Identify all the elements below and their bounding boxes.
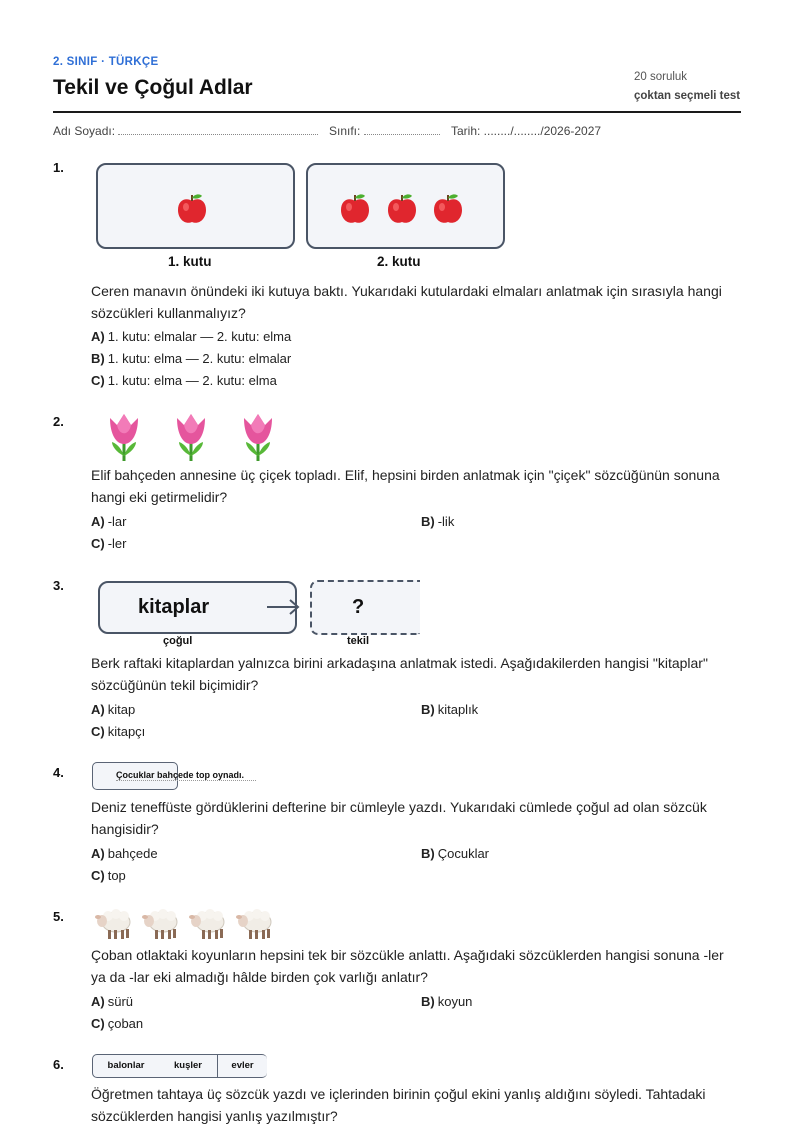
singular-answer-box: [310, 580, 420, 635]
option-text: çoban: [107, 1016, 144, 1031]
class-dotted-line: [364, 124, 440, 135]
option-c[interactable]: [91, 724, 145, 739]
arrow-right-icon: [265, 597, 303, 617]
option-letter: B): [421, 702, 435, 717]
option-b[interactable]: [421, 994, 472, 1009]
option-letter: A): [91, 846, 105, 861]
apple-icon: [175, 192, 209, 226]
option-letter: A): [91, 994, 105, 1009]
box-1-label: 1. kutu: [168, 254, 212, 269]
sheep-icon: [141, 905, 181, 941]
option-letter: C): [91, 1016, 105, 1031]
date-label: Tarih: ......../......../2026-2027: [451, 124, 602, 138]
apple-icon: [385, 192, 419, 226]
box-2-label: 2. kutu: [377, 254, 421, 269]
word-chip: kuşler: [159, 1054, 218, 1078]
question-text: Öğretmen tahtaya üç sözcük yazdı ve içlerinden birinin çoğul ekini yanlış aldığını söyledi. Tahtadaki sözcüklerden hangisi yanlış yazılmıştır?: [91, 1086, 706, 1124]
tulip-icon: [240, 412, 276, 462]
tulip-icon: [173, 412, 209, 462]
sheep-icon: [235, 905, 275, 941]
date-field: [451, 124, 601, 138]
plural-label: çoğul: [163, 635, 193, 647]
word-chip: balonlar: [92, 1054, 160, 1078]
word-chip: evler: [217, 1054, 267, 1078]
option-text: top: [107, 868, 126, 883]
class-field[interactable]: [329, 124, 440, 138]
option-b[interactable]: [421, 514, 454, 529]
option-text: -ler: [107, 536, 127, 551]
option-letter: A): [91, 514, 105, 529]
option-a[interactable]: [91, 329, 291, 344]
option-a[interactable]: [91, 514, 127, 529]
question-text: Deniz teneffüste gördüklerini defterine bir cümleyle yazdı. Yukarıdaki cümlede çoğul ad olan sözcük hangisidir?: [91, 799, 707, 837]
subject-label: 2. SINIF · TÜRKÇE: [53, 56, 159, 68]
option-text: sürü: [107, 994, 134, 1009]
header-divider: [53, 111, 741, 113]
option-letter: B): [91, 351, 105, 366]
test-type: çoktan seçmeli test: [634, 90, 741, 102]
option-c[interactable]: [91, 868, 126, 883]
question-number: 6.: [53, 1057, 64, 1072]
option-b[interactable]: [91, 351, 291, 366]
question-number: 5.: [53, 909, 64, 924]
sheep-icon: [188, 905, 228, 941]
option-letter: C): [91, 536, 105, 551]
name-label: Adı Soyadı:: [53, 124, 116, 138]
option-text: kitaplık: [437, 702, 479, 717]
question-number: 2.: [53, 414, 64, 429]
question-text: Çoban otlaktaki koyunların hepsini tek bir sözcükle anlattı. Aşağıdaki sözcüklerden hangisi sonuna -ler ya da -lar eki almadığı hâlde birden çok varlığı anlatır?: [91, 947, 724, 985]
option-a[interactable]: [91, 846, 158, 861]
question-number: 1.: [53, 160, 64, 175]
question-text: Elif bahçeden annesine üç çiçek topladı. Elif, hepsini birden anlatmak için "çiçek" sözcüğünün sonuna hangi eki getirmelidir?: [91, 467, 720, 505]
option-text: 1. kutu: elma — 2. kutu: elmalar: [107, 351, 292, 366]
option-letter: A): [91, 329, 105, 344]
option-text: Çocuklar: [437, 846, 490, 861]
question-text: Ceren manavın önündeki iki kutuya baktı. Yukarıdaki kutulardaki elmaları anlatmak için sırasıyla hangi sözcükleri kullanmalıyız?: [91, 283, 722, 321]
option-text: bahçede: [107, 846, 158, 861]
option-letter: B): [421, 514, 435, 529]
option-text: 1. kutu: elma — 2. kutu: elma: [107, 373, 277, 388]
option-c[interactable]: [91, 1016, 143, 1031]
page-title: Tekil ve Çoğul Adlar: [53, 76, 253, 99]
option-letter: C): [91, 373, 105, 388]
name-dotted-line: [118, 124, 318, 135]
unknown-mark: ?: [352, 596, 365, 618]
option-letter: C): [91, 868, 105, 883]
plural-word: kitaplar: [138, 596, 210, 618]
option-letter: C): [91, 724, 105, 739]
singular-label: tekil: [347, 635, 370, 647]
option-c[interactable]: [91, 373, 277, 388]
sheep-icon: [94, 905, 134, 941]
question-number: 4.: [53, 765, 64, 780]
option-text: -lar: [107, 514, 127, 529]
option-text: koyun: [437, 994, 473, 1009]
option-letter: B): [421, 846, 435, 861]
apple-icon: [431, 192, 465, 226]
option-c[interactable]: [91, 536, 127, 551]
question-text: Berk raftaki kitaplardan yalnızca birini arkadaşına anlatmak istedi. Aşağıdakilerden hangisi "kitaplar" sözcüğünün tekil biçimidir?: [91, 655, 708, 693]
class-label: Sınıfı:: [329, 124, 361, 138]
option-letter: A): [91, 702, 105, 717]
sentence-text: Çocuklar bahçede top oynadı.: [116, 770, 256, 781]
option-a[interactable]: [91, 702, 135, 717]
tulip-icon: [106, 412, 142, 462]
option-letter: B): [421, 994, 435, 1009]
option-text: 1. kutu: elmalar — 2. kutu: elma: [107, 329, 292, 344]
option-text: -lik: [437, 514, 455, 529]
apple-icon: [338, 192, 372, 226]
option-a[interactable]: [91, 994, 133, 1009]
option-b[interactable]: [421, 702, 478, 717]
name-field[interactable]: [53, 124, 318, 138]
question-count: 20 soruluk: [634, 71, 688, 83]
option-b[interactable]: [421, 846, 489, 861]
option-text: kitapçı: [107, 724, 146, 739]
question-number: 3.: [53, 578, 64, 593]
option-text: kitap: [107, 702, 136, 717]
